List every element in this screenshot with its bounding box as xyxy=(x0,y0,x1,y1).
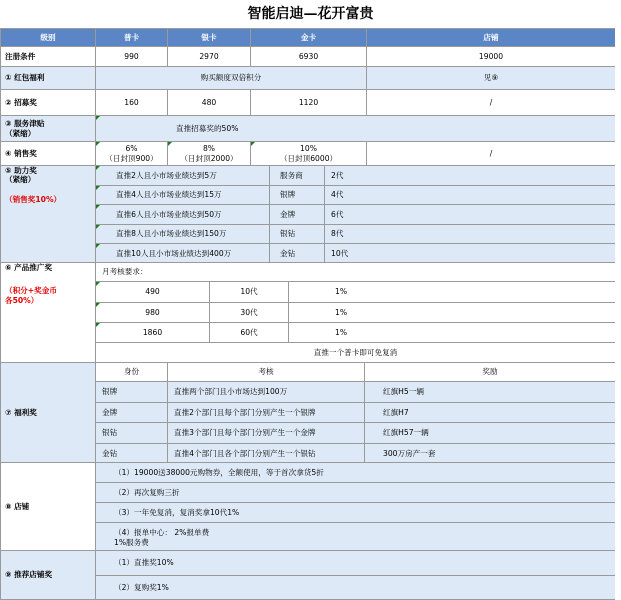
sales-gold[interactable]: 10% （日封顶6000） xyxy=(250,141,367,166)
reg-silver[interactable]: 2970 xyxy=(167,46,251,67)
reg-shop[interactable]: 19000 xyxy=(366,46,616,67)
red-packet-label[interactable]: ① 红包福利 xyxy=(0,66,96,90)
recruit-putong[interactable]: 160 xyxy=(95,89,168,116)
welfare-reward[interactable]: 红旗H7 xyxy=(364,402,616,424)
reg-putong[interactable]: 990 xyxy=(95,46,168,67)
welfare-check[interactable]: 直推两个部门且小市场达到100万 xyxy=(167,381,365,403)
welfare-reward[interactable]: 红旗H5一辆 xyxy=(364,381,616,403)
welfare-check[interactable]: 直推2个部门且每个部门分别产生一个银牌 xyxy=(167,402,365,424)
welfare-head-check[interactable]: 考核 xyxy=(167,362,365,382)
sales-silver[interactable]: 8% （日封顶2000） xyxy=(167,141,251,166)
sales-label[interactable]: ④ 销售奖 xyxy=(0,141,96,166)
header-gold-card[interactable]: 金卡 xyxy=(250,28,367,47)
welfare-head-reward[interactable]: 奖励 xyxy=(364,362,616,382)
assist-title[interactable]: 银钻 xyxy=(269,224,325,245)
assist-condition[interactable]: 直推6人且小市场业绩达到50万 xyxy=(95,204,270,225)
reg-label[interactable]: 注册条件 xyxy=(0,46,96,67)
recruit-shop[interactable]: / xyxy=(366,89,616,116)
welfare-reward[interactable]: 红旗H57一辆 xyxy=(364,422,616,444)
assist-generations[interactable]: 2代 xyxy=(324,165,616,186)
shop-item[interactable]: （1）19000送38000元购物券，全额使用，等于首次拿货5折 xyxy=(95,462,616,483)
assist-generations[interactable]: 8代 xyxy=(324,224,616,245)
recommend-shop-label[interactable]: ⑨ 推荐店铺奖 xyxy=(0,550,96,600)
promo-generations[interactable]: 10代 xyxy=(209,281,289,303)
assist-label-cell[interactable] xyxy=(0,165,96,263)
red-packet-text[interactable]: 购买额度双倍积分 xyxy=(95,66,367,90)
promo-amount[interactable]: 490 xyxy=(95,281,210,303)
promo-footer[interactable]: 直推一个普卡即可免复消 xyxy=(95,342,616,363)
promo-generations[interactable]: 30代 xyxy=(209,302,289,324)
reg-gold[interactable]: 6930 xyxy=(250,46,367,67)
sheet-edge xyxy=(615,28,621,600)
recommend-item[interactable]: （2）复购奖1% xyxy=(95,575,616,600)
assist-generations[interactable]: 4代 xyxy=(324,185,616,206)
promo-note: （积分+奖金币 各50%） xyxy=(5,286,57,305)
assist-generations[interactable]: 6代 xyxy=(324,204,616,225)
assist-generations[interactable]: 10代 xyxy=(324,243,616,264)
red-packet-shop[interactable]: 见⑨ xyxy=(366,66,616,90)
promo-label: ⑥ 产品推广奖 xyxy=(5,263,53,272)
assist-label: ⑤ 助力奖 （紧缩） xyxy=(5,166,37,185)
promo-generations[interactable]: 60代 xyxy=(209,322,289,344)
assist-note: （销售奖10%） xyxy=(5,194,62,204)
recruit-label[interactable]: ② 招募奖 xyxy=(0,89,96,116)
promo-percent[interactable]: 1% xyxy=(288,281,616,303)
welfare-identity[interactable]: 银钻 xyxy=(95,422,168,444)
shop-item[interactable]: （4）报单中心： 2%报单费 1%服务费 xyxy=(95,522,616,553)
promo-requirement[interactable]: 月考核要求： xyxy=(95,262,616,282)
promo-label-cell[interactable] xyxy=(0,262,96,363)
assist-title[interactable]: 金钻 xyxy=(269,243,325,264)
promo-amount[interactable]: 1860 xyxy=(95,322,210,344)
sales-shop[interactable]: / xyxy=(366,141,616,166)
header-putong-card[interactable]: 普卡 xyxy=(95,28,168,47)
sales-putong[interactable]: 6% （日封顶900） xyxy=(95,141,168,166)
assist-title[interactable]: 金牌 xyxy=(269,204,325,225)
assist-title[interactable]: 服务商 xyxy=(269,165,325,186)
welfare-head-id[interactable]: 身份 xyxy=(95,362,168,382)
sheet-title: 智能启迪—花开富贵 xyxy=(0,0,621,28)
assist-condition[interactable]: 直推4人且小市场业绩达到15万 xyxy=(95,185,270,206)
service-allowance-label[interactable]: ③ 服务津贴 （紧缩） xyxy=(0,115,96,142)
recommend-item[interactable]: （1）直推奖10% xyxy=(95,550,616,576)
shop-label[interactable]: ⑧ 店铺 xyxy=(0,462,96,551)
assist-condition[interactable]: 直推10人且小市场业绩达到400万 xyxy=(95,243,270,264)
header-level[interactable]: 级别 xyxy=(0,28,96,47)
welfare-reward[interactable]: 300万房产一套 xyxy=(364,443,616,465)
welfare-label[interactable]: ⑦ 福利奖 xyxy=(0,362,96,463)
welfare-check[interactable]: 直推3个部门且每个部门分别产生一个金牌 xyxy=(167,422,365,444)
promo-amount[interactable]: 980 xyxy=(95,302,210,324)
shop-item[interactable]: （3）一年免复消，复消奖拿10代1% xyxy=(95,502,616,523)
recruit-silver[interactable]: 480 xyxy=(167,89,251,116)
assist-title[interactable]: 银牌 xyxy=(269,185,325,206)
shop-item[interactable]: （2）再次复购三折 xyxy=(95,482,616,503)
recruit-gold[interactable]: 1120 xyxy=(250,89,367,116)
welfare-check[interactable]: 直推4个部门且各个部门分别产生一个银钻 xyxy=(167,443,365,465)
promo-percent[interactable]: 1% xyxy=(288,302,616,324)
promo-percent[interactable]: 1% xyxy=(288,322,616,344)
header-silver-card[interactable]: 银卡 xyxy=(167,28,251,47)
welfare-identity[interactable]: 银牌 xyxy=(95,381,168,403)
welfare-identity[interactable]: 金钻 xyxy=(95,443,168,465)
header-shop[interactable]: 店铺 xyxy=(366,28,616,47)
assist-condition[interactable]: 直推2人且小市场业绩达到5万 xyxy=(95,165,270,186)
welfare-identity[interactable]: 金牌 xyxy=(95,402,168,424)
assist-condition[interactable]: 直推8人且小市场业绩达到150万 xyxy=(95,224,270,245)
service-allowance-text[interactable]: 直推招募奖的50% xyxy=(95,115,616,142)
